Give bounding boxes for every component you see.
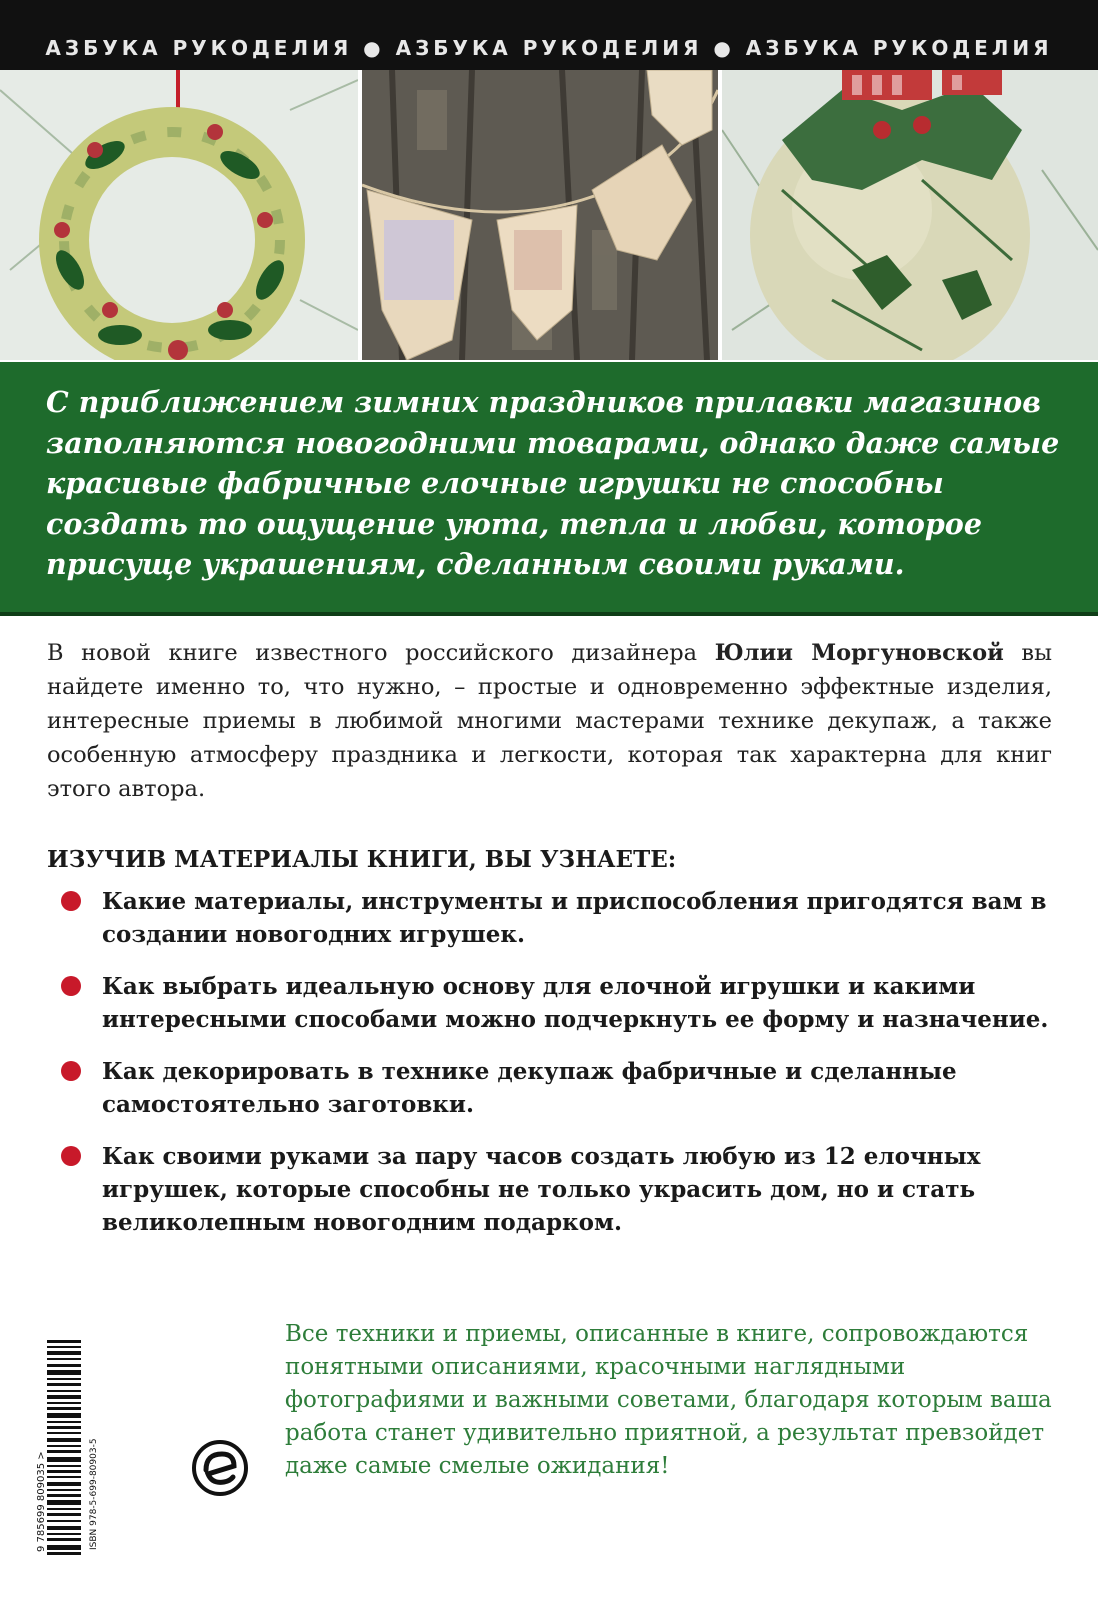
publisher-logo-icon — [192, 1440, 248, 1500]
wreath-photo — [0, 70, 358, 360]
ornament-ball-photo — [722, 70, 1098, 360]
list-item — [47, 1055, 1057, 1121]
garland-photo — [362, 70, 718, 360]
intro-text-start: В новой книге известного российского дизайнера — [47, 640, 715, 666]
list-item-text: Как своими руками за пару часов создать любую из 12 елочных игрушек, которые способны не только украсить дом, но и стать великолепным новогодним подарком. — [102, 1143, 981, 1236]
barcode-digits-text: 9 785699 809035 > — [36, 1451, 46, 1552]
bullet-dot-icon — [61, 1061, 81, 1081]
barcode-digits — [34, 1340, 46, 1555]
lead-text: С приближением зимних праздников прилавки магазинов заполняются новогодними товарами, однако даже самые красивые фабричные елочные игрушки не способны создать то ощущение уюта, тепла и любви, которое присуще украшениям, сделанным своими руками. — [46, 385, 1060, 581]
series-bar — [0, 0, 1098, 70]
list-item-text: Как выбрать идеальную основу для елочной игрушки и какими интересными способами можно подчеркнуть ее форму и назначение. — [102, 973, 1049, 1033]
series-title: АЗБУКА РУКОДЕЛИЯ ● АЗБУКА РУКОДЕЛИЯ ● АЗБУКА РУКОДЕЛИЯ — [45, 36, 1053, 60]
intro-paragraph — [47, 636, 1052, 806]
bullet-dot-icon — [61, 976, 81, 996]
list-item-text: Как декорировать в технике декупаж фабричные и сделанные самостоятельно заготовки. — [102, 1058, 957, 1118]
closing-paragraph: Все техники и приемы, описанные в книге, сопровождаются понятными описаниями, красочными наглядными фотографиями и важными советами, благодаря которым ваша работа станет удивительно приятной, а результат превзойдет даже самые смелые ожидания! — [285, 1321, 1052, 1479]
list-item — [47, 885, 1057, 951]
barcode-icon — [47, 1340, 81, 1555]
bullet-dot-icon — [61, 891, 81, 911]
intro-text-end: вы найдете именно то, что нужно, – простые и одновременно эффектные изделия, интересные приемы в любимой многими мастерами технике декупаж, а также особенную атмосферу праздника и легкости, которая так характерна для книг этого автора. — [47, 640, 1052, 802]
author-name: Юлии Моргуновской — [714, 640, 1004, 666]
lead-panel — [0, 362, 1098, 616]
learn-list — [47, 885, 1057, 1258]
list-item-text: Какие материалы, инструменты и приспособления пригодятся вам в создании новогодних игрушек. — [102, 888, 1047, 948]
bullet-dot-icon — [61, 1146, 81, 1166]
isbn-label — [86, 1340, 100, 1555]
learn-heading: ИЗУЧИВ МАТЕРИАЛЫ КНИГИ, ВЫ УЗНАЕТЕ: — [47, 846, 677, 873]
list-item — [47, 970, 1057, 1036]
list-item — [47, 1140, 1057, 1239]
isbn-text: ISBN 978-5-699-80903-5 — [89, 1438, 99, 1550]
